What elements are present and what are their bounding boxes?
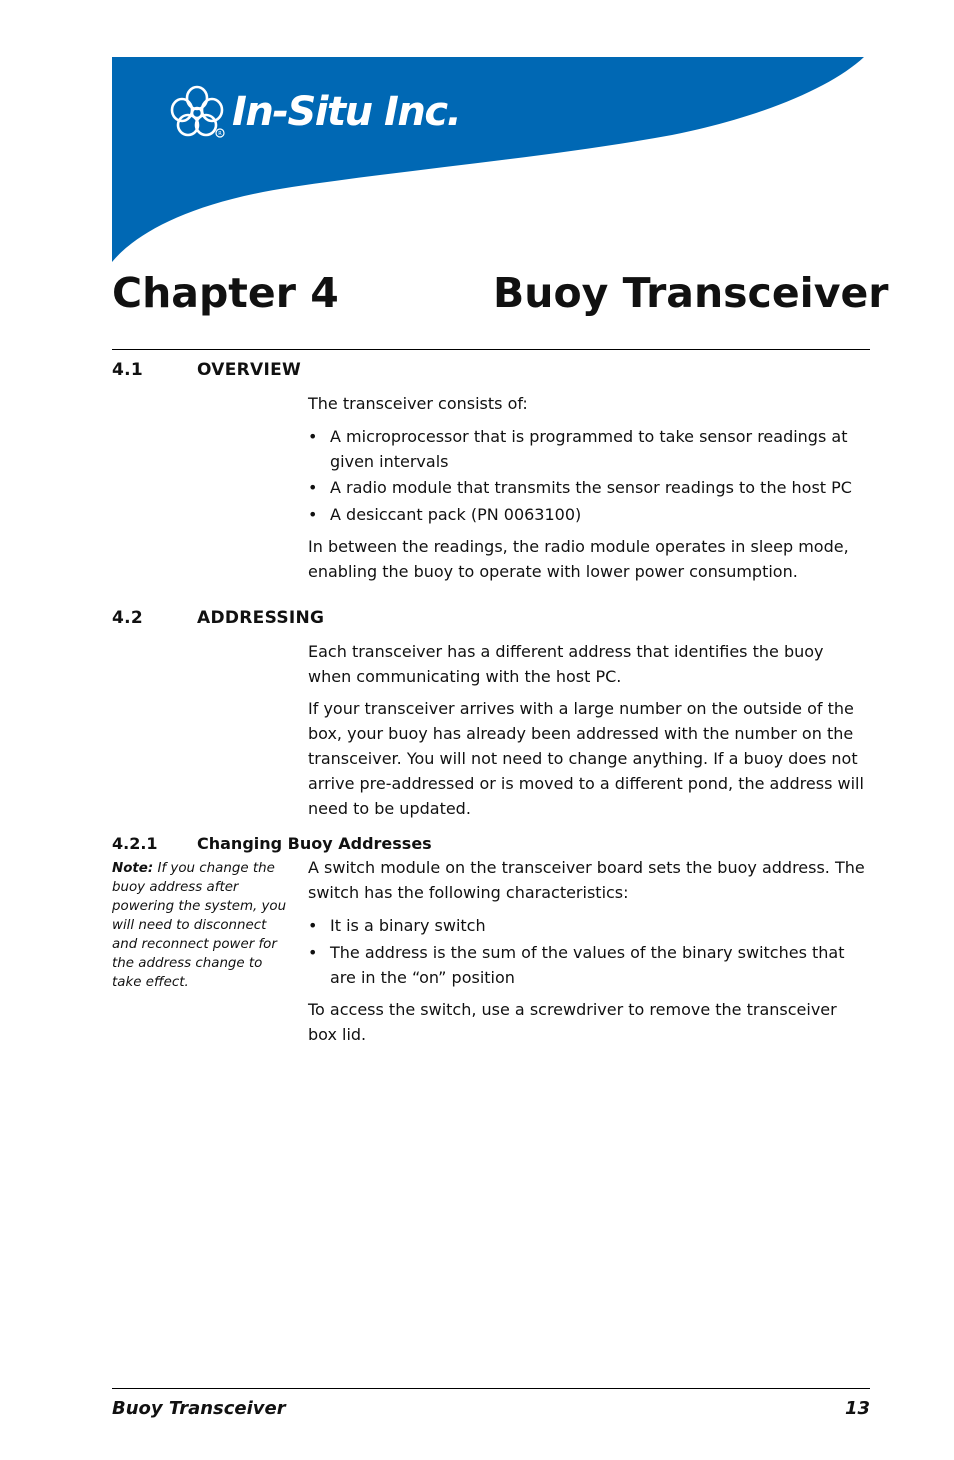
flower-logo-icon — [168, 85, 226, 139]
paragraph: To access the switch, use a screwdriver to remove the transceiver box lid. — [308, 1000, 837, 1044]
changing-closing — [308, 997, 870, 1047]
list-item — [308, 424, 870, 474]
list-item — [308, 475, 870, 500]
bullet-icon: • — [308, 916, 318, 935]
page-number: 13 — [844, 1398, 870, 1419]
subsection-heading-changing — [112, 833, 432, 855]
bullet-icon: • — [308, 427, 318, 446]
footer-rule — [112, 1388, 870, 1389]
section-heading-overview — [112, 359, 301, 381]
overview-closing — [308, 534, 870, 584]
paragraph: In between the readings, the radio module operates in sleep mode, enabling the buoy to operate with lower power consumption. — [308, 537, 849, 581]
footer-title: Buoy Transceiver — [112, 1398, 286, 1419]
paragraph: If your transceiver arrives with a large number on the outside of the box, your buoy has already been addressed with the number on the transceiver. You will not need to change anything. If a buoy does not arrive pre-addressed or is moved to a different pond, the address will need to be updated. — [308, 699, 864, 818]
list-item — [308, 502, 870, 527]
changing-intro — [308, 855, 870, 905]
chapter-rule — [112, 349, 870, 350]
list-item-text: A microprocessor that is programmed to take sensor readings at given intervals — [330, 427, 848, 471]
section-title: OVERVIEW — [197, 360, 302, 380]
bullet-icon: • — [308, 478, 318, 497]
paragraph: The transceiver consists of: — [308, 394, 528, 413]
chapter-title: Buoy Transceiver — [493, 269, 889, 317]
addressing-paragraph-1 — [308, 639, 870, 689]
subsection-number: 4.2.1 — [112, 834, 158, 853]
section-title: ADDRESSING — [197, 608, 325, 628]
overview-intro — [308, 391, 870, 416]
note-text: If you change the buoy address after powering the system, you will need to disconnect and reconnect power for the address change to take effect. — [112, 861, 287, 990]
bullet-icon: • — [308, 943, 318, 962]
bullet-icon: • — [308, 505, 318, 524]
section-number: 4.2 — [112, 608, 144, 628]
svg-text:R: R — [218, 131, 222, 137]
chapter-label: Chapter 4 — [112, 269, 339, 317]
list-item — [308, 913, 870, 938]
addressing-paragraph-2 — [308, 696, 870, 821]
logo-wordmark: In-Situ Inc. — [232, 89, 461, 135]
paragraph: A switch module on the transceiver board sets the buoy address. The switch has the following characteristics: — [308, 858, 865, 902]
list-item-text: A radio module that transmits the sensor readings to the host PC — [330, 478, 852, 497]
list-item — [308, 940, 870, 990]
section-heading-addressing — [112, 607, 324, 629]
list-item-text: It is a binary switch — [330, 916, 486, 935]
in-situ-logo — [168, 84, 460, 140]
list-item-text: The address is the sum of the values of the binary switches that are in the “on” position — [330, 943, 845, 987]
subsection-title: Changing Buoy Addresses — [197, 834, 432, 853]
note-label: Note: — [112, 861, 154, 876]
paragraph: Each transceiver has a different address that identifies the buoy when communicating with the host PC. — [308, 642, 824, 686]
margin-note — [112, 859, 287, 992]
section-number: 4.1 — [112, 360, 144, 380]
list-item-text: A desiccant pack (PN 0063100) — [330, 505, 582, 524]
